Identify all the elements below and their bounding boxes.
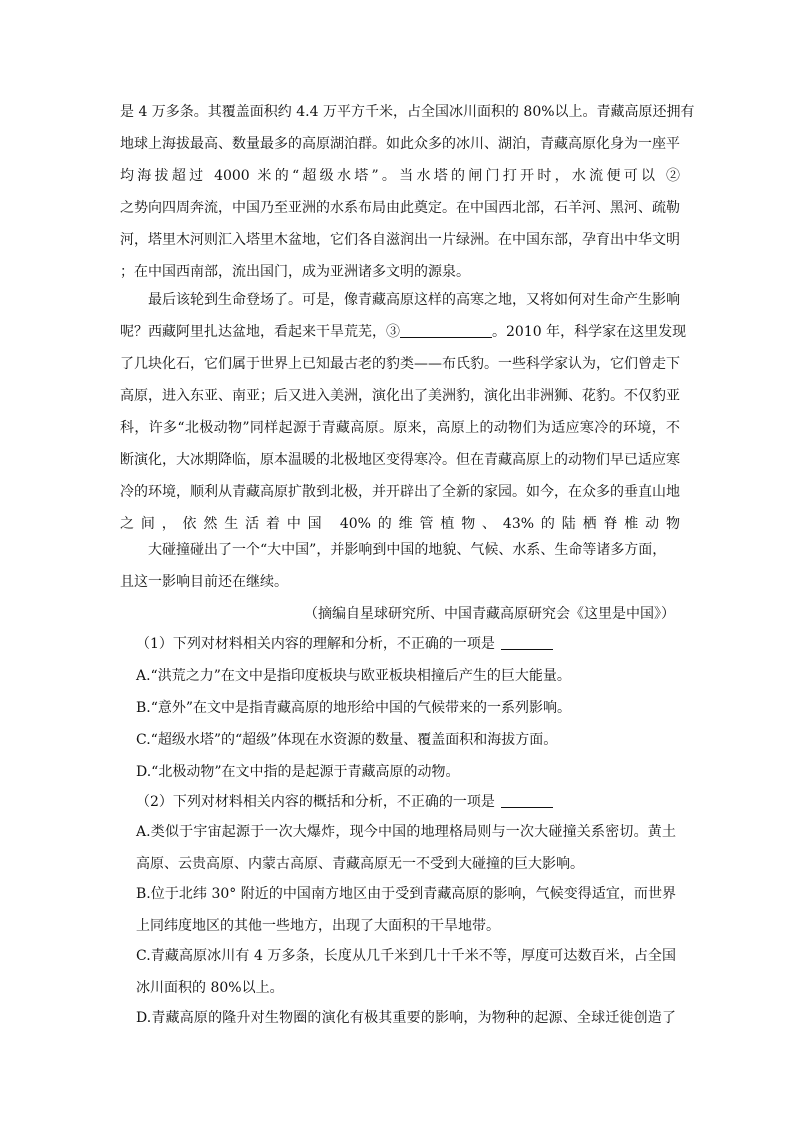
source-credit: （摘编自星球研究所、中国青藏高原研究会《这里是中国》） xyxy=(304,606,675,622)
text-line: 之势向四周奔流，中国乃至亚洲的水系布局由此奠定。在中国西北部，石羊河、黑河、疏勒 xyxy=(120,200,680,216)
text-line: 之间，依然生活着中国 40%的维管植物、43%的陆栖脊椎动物 xyxy=(120,516,680,532)
question-text: （1）下列对材料相关内容的理解和分析，不正确的一项是 xyxy=(136,636,495,652)
question-2-option-b xyxy=(136,878,676,942)
text-line: B.位于北纬 30° 附近的中国南方地区由于受到青藏高原的影响，气候变得适宜，而世界 xyxy=(136,886,676,902)
answer-blank xyxy=(501,791,553,808)
text-line: 高原，进入东亚、南亚；后又进入美洲，演化出了美洲豹，演化出非洲狮、花豹。不仅豹亚 xyxy=(120,388,680,404)
text-fragment: 。2010 年，科学家在这里发现 xyxy=(492,324,687,340)
question-2-option-d xyxy=(136,1002,676,1034)
text-line: 是 4 万多条。其覆盖面积约 4.4 万平方千米，占全国冰川面积的 80%以上。青藏高原还拥有 xyxy=(120,104,695,120)
text-line: 高原、云贵高原、内蒙古高原、青藏高原无一不受到大碰撞的巨大影响。 xyxy=(136,856,584,872)
question-1-option-a: A.“洪荒之力”在文中是指印度板块与欧亚板块相撞后产生的巨大能量。 xyxy=(136,668,571,684)
question-1-stem xyxy=(136,628,553,660)
text-line: 均海拔超过 4000 米的“超级水塔”。当水塔的闸门打开时，水流便可以 ② xyxy=(120,168,680,184)
text-line: 地球上海拔最高、数量最多的高原湖泊群。如此众多的冰川、湖泊，青藏高原化身为一座平 xyxy=(120,136,680,152)
question-2-stem xyxy=(136,786,553,818)
text-line: 上同纬度地区的其他一些地方，出现了大面积的干旱地带。 xyxy=(136,918,500,934)
text-line: 科，许多“北极动物”同样起源于青藏高原。原来，高原上的动物们为适应寒冷的环境，不 xyxy=(120,420,680,436)
answer-blank xyxy=(501,633,553,650)
text-line: 了几块化石，它们属于世界上已知最古老的豹类——布氏豹。一些科学家认为，它们曾走下 xyxy=(120,356,680,372)
question-1-option-b: B.“意外”在文中是指青藏高原的地形给中国的气候带来的一系列影响。 xyxy=(136,700,572,716)
text-line-with-blank xyxy=(120,316,687,348)
text-line: A.类似于宇宙起源于一次大爆炸，现今中国的地理格局则与一次大碰撞关系密切。黄土 xyxy=(136,824,676,840)
text-line: 冷的环境，顺利从青藏高原扩散到北极，并开辟出了全新的家园。如今，在众多的垂直山地 xyxy=(120,484,680,500)
text-line: D.青藏高原的隆升对生物圈的演化有极其重要的影响，为物种的起源、全球迁徙创造了 xyxy=(136,1010,676,1026)
passage-paragraph-2 xyxy=(120,284,687,572)
text-line: 最后该轮到生命登场了。可是，像青藏高原这样的高寒之地，又将如何对生命产生影响 xyxy=(148,292,680,308)
question-1-option-d: D.“北极动物”在文中指的是起源于青藏高原的动物。 xyxy=(136,764,460,780)
text-fragment: 呢？西藏阿里扎达盆地，看起来干旱荒芜，③ xyxy=(120,324,400,340)
text-line: 冰川面积的 80%以上。 xyxy=(136,980,284,996)
question-text: （2）下列对材料相关内容的概括和分析，不正确的一项是 xyxy=(136,794,495,810)
fill-in-blank-3 xyxy=(400,321,492,338)
question-1-option-c: C.“超级水塔”的“超级”体现在水资源的数量、覆盖面积和海拔方面。 xyxy=(136,732,558,748)
passage-paragraph-3 xyxy=(120,534,680,598)
question-2-option-a xyxy=(136,816,676,880)
text-line: 大碰撞碰出了一个“大中国”，并影响到中国的地貌、气候、水系、生命等诸多方面， xyxy=(148,542,667,558)
passage-paragraph-1 xyxy=(120,96,695,288)
text-line: 河，塔里木河则汇入塔里木盆地，它们各自滋润出一片绿洲。在中国东部，孕育出中华文明 xyxy=(120,232,680,248)
text-line: C.青藏高原冰川有 4 万多条，长度从几千米到几十千米不等，厚度可达数百米，占全国 xyxy=(136,948,676,964)
text-line: 断演化，大冰期降临，原本温暖的北极地区变得寒冷。但在青藏高原上的动物们早已适应寒 xyxy=(120,452,680,468)
question-2-option-c xyxy=(136,940,676,1004)
text-line: ；在中国西南部，流出国门，成为亚洲诸多文明的源泉。 xyxy=(120,264,470,280)
text-line: 且这一影响目前还在继续。 xyxy=(120,574,288,590)
